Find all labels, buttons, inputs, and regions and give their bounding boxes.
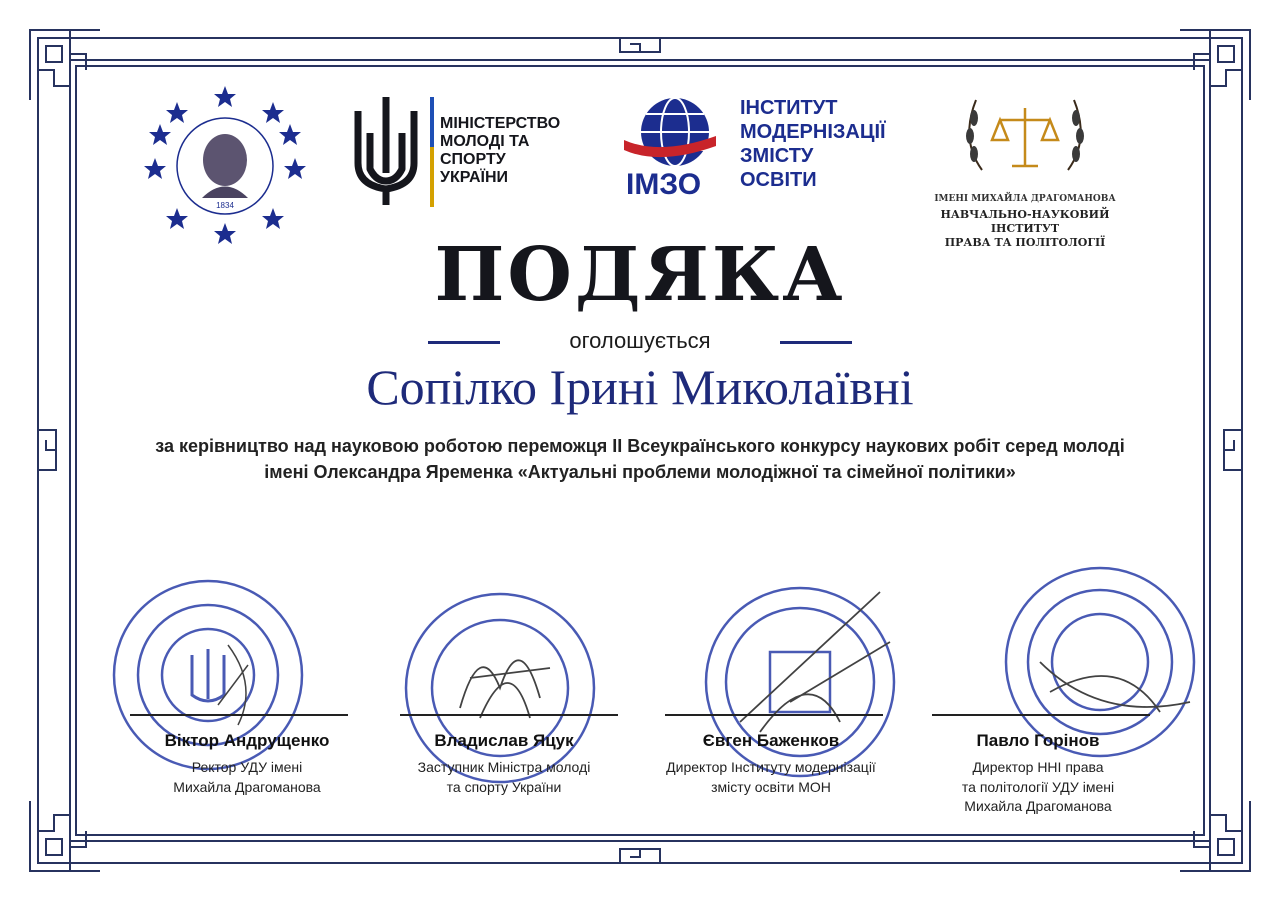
- scales-emblem-icon: [940, 70, 1110, 200]
- announce-text: оголошується: [569, 328, 711, 353]
- signature-line-3: [665, 714, 883, 716]
- ministry-logo: [350, 93, 590, 213]
- globe-icon: [620, 92, 720, 172]
- blue-bar: [430, 97, 434, 147]
- signatory-name-3: Євген Баженков: [702, 731, 840, 750]
- imzo-name: ІНСТИТУТ МОДЕРНІЗАЦІЇ ЗМІСТУ ОСВІТИ: [740, 97, 886, 191]
- signatory-name-1: Віктор Андрущенко: [164, 731, 330, 750]
- signatory-name-2: Владислав Яцук: [434, 731, 574, 750]
- signatory-role-4: Директор ННІ права та політології УДУ імені Михайла Драгоманова: [961, 759, 1115, 815]
- law-institute-logo: [915, 70, 1135, 249]
- udu-emblem-icon: [140, 80, 310, 250]
- imzo-abbr: ІМЗО: [626, 168, 702, 201]
- signatory-role-1: Ректор УДУ імені Михайла Драгоманова: [173, 759, 321, 795]
- reason-text: за керівництво над науковою роботою переможця ІІ Всеукраїнського конкурсу наукових робіт серед молоді імені Олександра Яременка «Актуальні проблеми молодіжної та сімейної політики»: [155, 436, 1125, 483]
- stamp-imzo: [700, 582, 900, 782]
- law-institute-name: НАВЧАЛЬНО-НАУКОВИЙ ІНСТИТУТ ПРАВА ТА ПОЛІТОЛОГІЇ: [940, 208, 1110, 249]
- signature-line-4: [932, 714, 1150, 716]
- signatory-role-3: Директор Інституту модернізації змісту освіти МОН: [666, 759, 876, 795]
- recipient-name: Сопілко Ірині Миколаївні: [366, 359, 914, 415]
- signature-line-2: [400, 714, 618, 716]
- signatory-name-4: Павло Горінов: [976, 731, 1100, 750]
- law-arc-bottom: ІМЕНІ МИХАЙЛА ДРАГОМАНОВА: [934, 194, 1116, 204]
- imzo-logo: [620, 92, 910, 212]
- svg-text:1834: 1834: [216, 201, 234, 210]
- udu-logo: [140, 80, 310, 250]
- signature-line-1: [130, 714, 348, 716]
- signatory-role-2: Заступник Міністра молоді та спорту України: [417, 759, 591, 795]
- certificate-title: ПОДЯКА: [434, 232, 846, 318]
- trident-icon: [350, 93, 422, 211]
- ministry-name: МІНІСТЕРСТВО МОЛОДІ ТА СПОРТУ УКРАЇНИ: [440, 115, 561, 186]
